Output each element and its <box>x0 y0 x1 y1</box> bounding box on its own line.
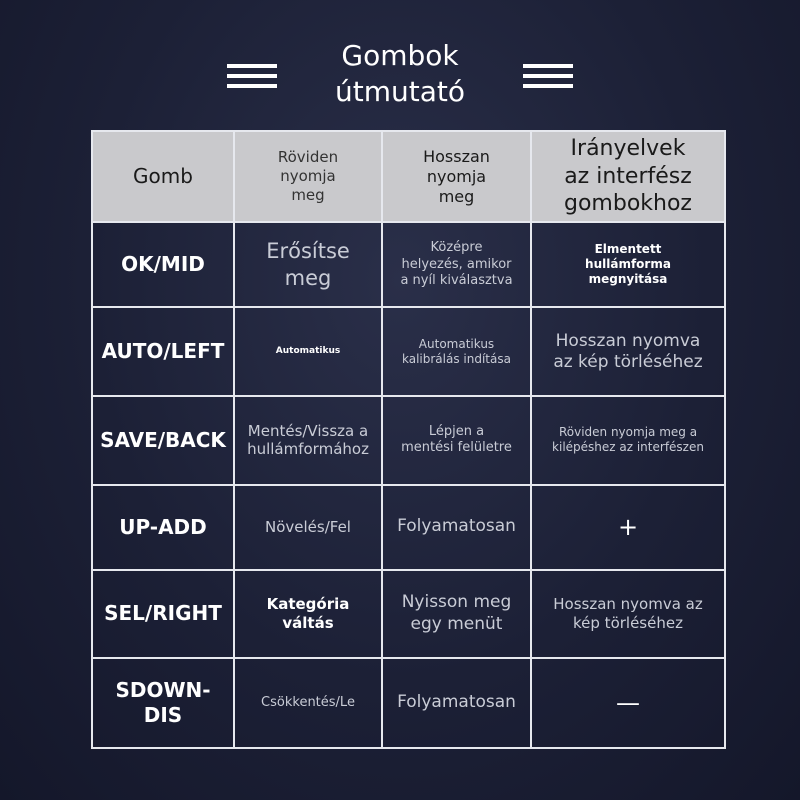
row-guide: Hosszan nyomva az kép törléséhez <box>531 307 725 396</box>
row-long: Automatikus kalibrálás indítása <box>382 307 531 396</box>
table-row <box>92 222 725 307</box>
table-header-row <box>92 131 725 222</box>
header-interface-guide: Irányelvek az interfész gombokhoz <box>531 131 725 222</box>
table-row <box>92 396 725 484</box>
row-short: Kategória váltás <box>234 570 382 658</box>
row-guide: Elmentett hullámforma megnyitása <box>531 222 725 307</box>
row-long: Folyamatosan <box>382 658 531 748</box>
table-row <box>92 485 725 570</box>
row-long: Folyamatosan <box>382 485 531 570</box>
minus-icon: — <box>531 658 725 748</box>
header-short-press: Röviden nyomja meg <box>234 131 382 222</box>
row-short: Mentés/Vissza a hullámformához <box>234 396 382 484</box>
row-key: OK/MID <box>92 222 234 307</box>
table-row <box>92 570 725 658</box>
page-title <box>0 38 800 110</box>
title-line-1: Gombok <box>341 39 459 72</box>
table-row <box>92 658 725 748</box>
header-long-press: Hosszan nyomja meg <box>382 131 531 222</box>
row-short: Csökkentés/Le <box>234 658 382 748</box>
row-short: Automatikus <box>234 307 382 396</box>
row-key: SAVE/BACK <box>92 396 234 484</box>
table-row <box>92 307 725 396</box>
row-long: Lépjen a mentési felületre <box>382 396 531 484</box>
menu-lines-icon-left <box>227 64 277 94</box>
row-long: Középre helyezés, amikor a nyíl kiválasztva <box>382 222 531 307</box>
row-key: UP-ADD <box>92 485 234 570</box>
row-guide: Hosszan nyomva az kép törléséhez <box>531 570 725 658</box>
menu-lines-icon-right <box>523 64 573 94</box>
button-guide-table <box>91 130 726 749</box>
row-short: Növelés/Fel <box>234 485 382 570</box>
row-guide: Röviden nyomja meg a kilépéshez az interfészen <box>531 396 725 484</box>
row-key: SDOWN-DIS <box>92 658 234 748</box>
header-button: Gomb <box>92 131 234 222</box>
row-key: AUTO/LEFT <box>92 307 234 396</box>
row-short: Erősítse meg <box>234 222 382 307</box>
title-line-2: útmutató <box>335 75 465 108</box>
plus-icon: + <box>531 485 725 570</box>
row-key: SEL/RIGHT <box>92 570 234 658</box>
row-long: Nyisson meg egy menüt <box>382 570 531 658</box>
